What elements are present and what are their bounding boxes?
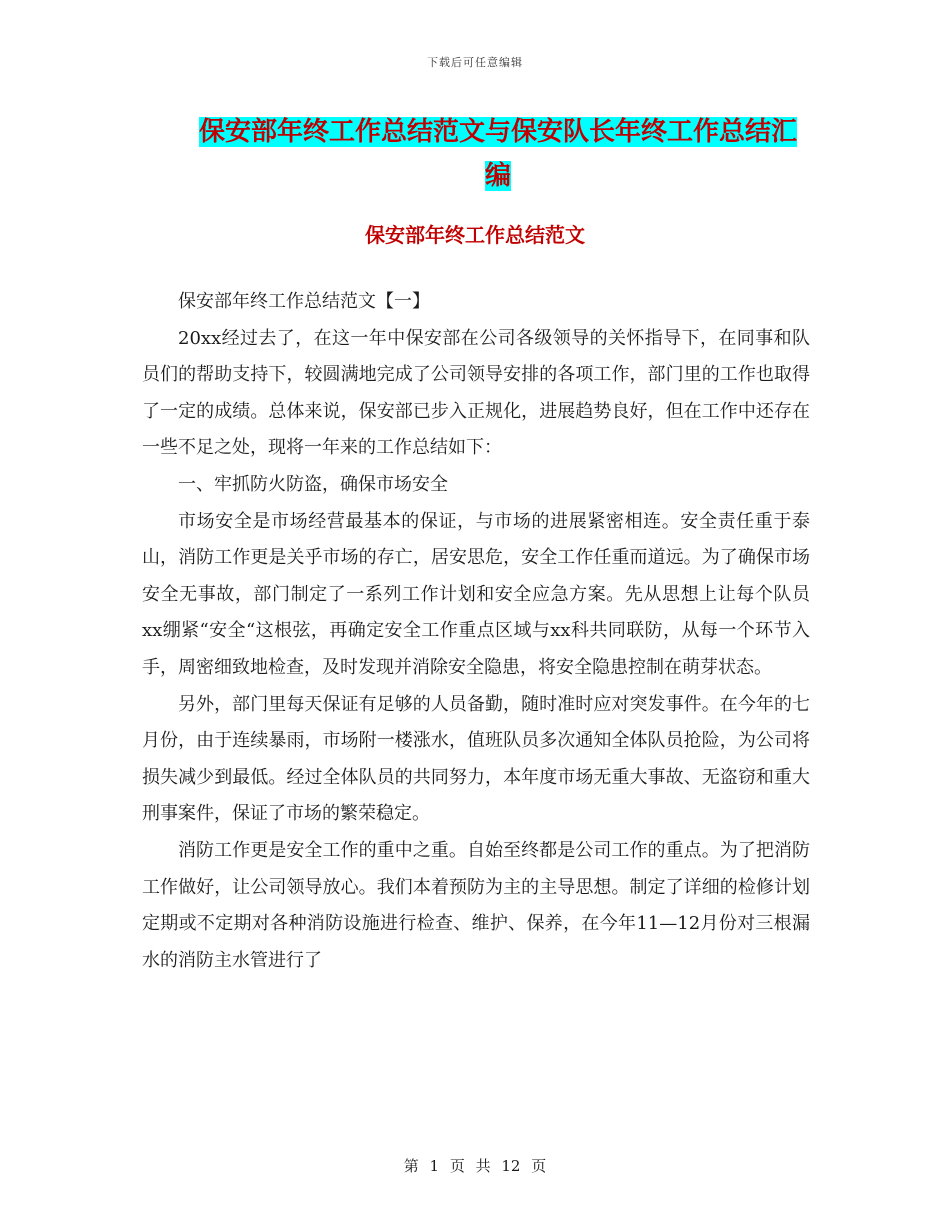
header-note: 下载后可任意编辑 bbox=[427, 56, 523, 69]
document-title bbox=[188, 110, 808, 198]
document-title-text: 保安部年终工作总结范文与保安队长年终工作总结汇编 bbox=[198, 117, 797, 191]
paragraph: 另外，部门里每天保证有足够的人员备勤，随时准时应对突发事件。在今年的七月份，由于连续暴雨，市场附一楼涨水，值班队员多次通知全体队员抢险，为公司将损失减少到最低。经过全体队员的共同努力，本年度市场无重大事故、无盗窃和重大刑事案件，保证了市场的繁荣稳定。 bbox=[142, 693, 810, 825]
paragraph-heading: 一、牢抓防火防盗，确保市场安全 bbox=[178, 473, 448, 495]
paragraph: 消防工作更是安全工作的重中之重。自始至终都是公司工作的重点。为了把消防工作做好，让公司领导放心。我们本着预防为主的主导思想。制定了详细的检修计划定期或不定期对各种消防设施进行检查、维护、保养，在今年11—12月份对三根漏水的消防主水管进行了 bbox=[142, 839, 810, 971]
paragraph: 市场安全是市场经营最基本的保证，与市场的进展紧密相连。安全责任重于泰山，消防工作更是关乎市场的存亡，居安思危，安全工作任重而道远。为了确保市场安全无事故，部门制定了一系列工作计划和安全应急方案。先从思想上让每个队员xx绷紧“安全“这根弦，再确定安全工作重点区域与xx科共同联防，从每一个环节入手，周密细致地检查，及时发现并消除安全隐患，将安全隐患控制在萌芽状态。 bbox=[142, 510, 810, 678]
document-body bbox=[142, 284, 810, 979]
paragraph: 20xx经过去了，在这一年中保安部在公司各级领导的关怀指导下，在同事和队员们的帮助支持下，较圆满地完成了公司领导安排的各项工作，部门里的工作也取得了一定的成绩。总体来说，保安部已步入正规化，进展趋势良好，但在工作中还存在一些不足之处，现将一年来的工作总结如下： bbox=[142, 327, 810, 459]
section-title: 保安部年终工作总结范文 bbox=[365, 223, 585, 247]
paragraph-subtitle: 保安部年终工作总结范文【一】 bbox=[178, 291, 430, 312]
page-number: 第 1 页 共 12 页 bbox=[403, 1157, 547, 1175]
